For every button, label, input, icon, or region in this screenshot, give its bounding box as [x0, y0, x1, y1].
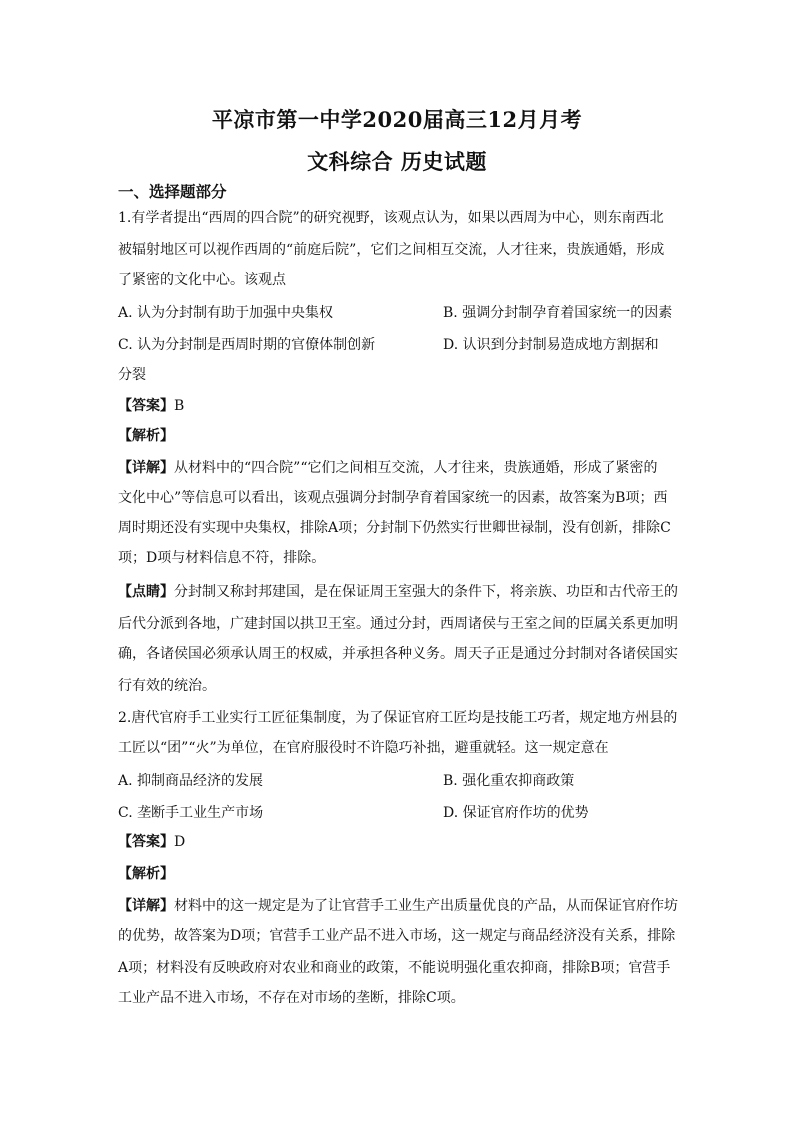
detail-text: 材料中的这一规定是为了让官营手工业生产出质量优良的产品，从而保证官府作坊 — [174, 898, 678, 914]
answer-value: D — [174, 834, 186, 850]
q1-tip-line: 确，各诸侯国必须承认周王的权威，并承担各种义务。周天子正是通过分封制对各诸侯国实 — [118, 646, 678, 662]
q2-option-d: D. 保证官府作坊的优势 — [443, 805, 589, 821]
q1-analysis-label: 【解析】 — [118, 428, 174, 444]
detail-text: 从材料中的“四合院”“它们之间相互交流，人才往来，贵族通婚，形成了紧密的 — [174, 460, 658, 476]
q1-option-d: D. 认识到分封制易造成地方割据和 — [443, 337, 659, 353]
q1-detail-line: 文化中心”等信息可以看出，该观点强调分封制孕育着国家统一的因素，故答案为B项；西 — [118, 490, 668, 506]
detail-label: 【详解】 — [118, 898, 174, 914]
section-heading: 一、选择题部分 — [118, 182, 227, 201]
q2-answer — [118, 832, 678, 852]
q1-option-b: B. 强调分封制孕育着国家统一的因素 — [443, 305, 673, 321]
q1-stem-line: 被辐射地区可以视作西周的“前庭后院”，它们之间相互交流，人才往来，贵族通婚，形成 — [118, 242, 665, 258]
page-subtitle: 文科综合 历史试题 — [307, 149, 487, 174]
answer-value: B — [174, 398, 185, 414]
tip-text: 分封制又称封邦建国，是在保证周王室强大的条件下，将亲族、功臣和古代帝王的 — [174, 584, 678, 600]
q2-stem-line: 工匠以“团”“火”为单位，在官府服役时不许隐巧补拙，避重就轻。这一规定意在 — [118, 740, 609, 756]
detail-label: 【详解】 — [118, 460, 174, 476]
q1-detail-line: 周时期还没有实现中央集权，排除A项；分封制下仍然实行世卿世禄制，没有创新，排除C — [118, 520, 671, 536]
q2-option-c: C. 垄断手工业生产市场 — [118, 805, 264, 821]
q2-detail-line — [118, 896, 678, 916]
q2-analysis-label: 【解析】 — [118, 866, 174, 882]
answer-label: 【答案】 — [118, 398, 174, 414]
q1-option-c: C. 认为分封制是西周时期的官僚体制创新 — [118, 337, 376, 353]
q1-option-a: A. 认为分封制有助于加强中央集权 — [118, 305, 334, 321]
q1-tip-line: 行有效的统治。 — [118, 678, 216, 694]
q2-detail-line: 工业产品不进入市场，不存在对市场的垄断，排除C项。 — [118, 990, 465, 1006]
q1-option-d-continued: 分裂 — [118, 367, 146, 383]
q1-answer — [118, 396, 678, 416]
answer-label: 【答案】 — [118, 834, 174, 850]
q2-detail-line: 的优势，故答案为D项；官营手工业产品不进入市场，这一规定与商品经济没有关系，排除 — [118, 928, 676, 944]
q1-tip-line — [118, 582, 678, 602]
q1-detail-line — [118, 458, 678, 478]
q2-detail-line: A项；材料没有反映政府对农业和商业的政策，不能说明强化重农抑商，排除B项；官营手 — [118, 960, 671, 976]
q1-detail-line: 项；D项与材料信息不符，排除。 — [118, 550, 326, 566]
q1-stem-line: 了紧密的文化中心。该观点 — [118, 272, 286, 288]
q1-tip-line: 后代分派到各地，广建封国以拱卫王室。通过分封，西周诸侯与王室之间的臣属关系更加明 — [118, 616, 678, 632]
page-title: 平凉市第一中学2020届高三12月月考 — [211, 107, 583, 132]
q1-stem-line: 1.有学者提出“西周的四合院”的研究视野，该观点认为，如果以西周为中心，则东南西北 — [118, 210, 664, 226]
q2-option-b: B. 强化重农抑商政策 — [443, 773, 575, 789]
tip-label: 【点睛】 — [118, 584, 174, 600]
q2-stem-line: 2.唐代官府手工业实行工匠征集制度，为了保证官府工匠均是技能工巧者，规定地方州县的 — [118, 710, 678, 726]
q2-option-a: A. 抑制商品经济的发展 — [118, 773, 264, 789]
